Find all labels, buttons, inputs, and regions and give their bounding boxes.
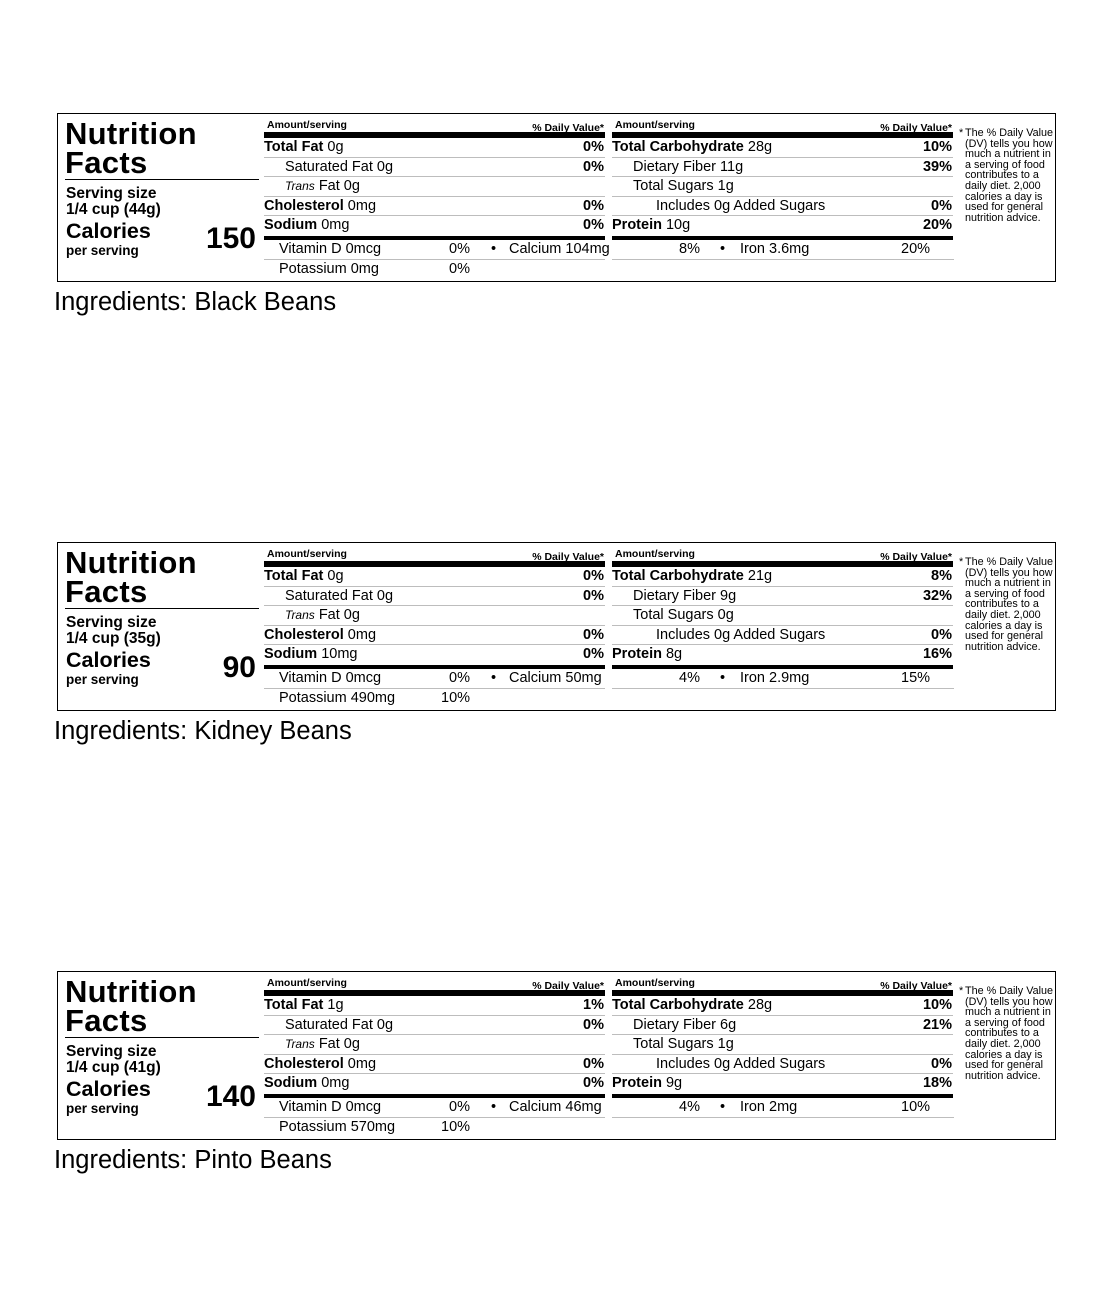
- nutrient-column-carbs: [612, 543, 953, 669]
- saturated-fat-dv: 0%: [583, 158, 604, 175]
- carbohydrate-dv: 10%: [922, 139, 952, 155]
- sodium-amount: 10mg: [321, 646, 358, 662]
- footnote-star: *: [959, 985, 964, 997]
- potassium-dv: 0%: [449, 261, 470, 277]
- nutrient-row-total-sugars: [612, 606, 953, 626]
- vitamin-row: [264, 240, 610, 260]
- nutrient-row-dietary-fiber: [612, 158, 953, 178]
- calcium-dv: 8%: [679, 241, 700, 257]
- total-fat-dv: 0%: [583, 139, 604, 155]
- nutrient-row-saturated-fat: [264, 1016, 605, 1036]
- cholesterol-label: Cholesterol: [264, 1055, 344, 1072]
- nutrient-row-cholesterol: [264, 626, 605, 646]
- nutrient-column-fats: [264, 972, 605, 1098]
- serving-size-label: Serving size: [66, 185, 157, 202]
- medium-divider: [264, 665, 605, 669]
- vitamin-d: Vitamin D 0mcg: [279, 670, 382, 686]
- sodium-label: Sodium: [264, 217, 318, 233]
- iron-dv: 15%: [901, 670, 931, 686]
- medium-divider: [612, 1094, 953, 1098]
- calcium: Calcium 104mg: [509, 241, 610, 257]
- column-header: [612, 543, 953, 561]
- saturated-fat: Saturated Fat 0g: [285, 158, 394, 175]
- vitamin-mineral-strip: [264, 240, 954, 279]
- calories-label: Calories: [66, 648, 151, 672]
- calcium-dv: 4%: [679, 670, 700, 686]
- nutrient-row-total-sugars: [612, 1035, 953, 1055]
- added-sugars-dv: 0%: [931, 626, 952, 643]
- dietary-fiber-dv: 21%: [922, 1016, 952, 1033]
- footnote-text: The % Daily Value (DV) tells you how much a nutrient in a serving of food contributes to a daily diet. 2,000 calories a day is used for general nutrition advice.: [965, 127, 1054, 224]
- added-sugars: Includes 0g Added Sugars: [656, 626, 826, 643]
- nutrient-row-trans-fat: [264, 1035, 605, 1055]
- carbohydrate-label: Total Carbohydrate: [612, 997, 744, 1013]
- cholesterol-dv: 0%: [583, 626, 604, 643]
- amount-serving-header: Amount/serving: [267, 548, 347, 560]
- total-fat-label: Total Fat: [264, 997, 324, 1013]
- nutrient-column-carbs: [612, 114, 953, 240]
- serving-size-label: Serving size: [66, 614, 157, 631]
- nutrient-column-fats: [264, 114, 605, 240]
- potassium: Potassium 490mg: [279, 690, 396, 706]
- nutrient-row-trans-fat: [264, 177, 605, 197]
- nutrient-row-total-carbohydrate: [612, 996, 953, 1016]
- nutrient-row-total-fat: [264, 138, 605, 158]
- footnote-star: *: [959, 127, 964, 139]
- trans-label: Trans: [285, 1037, 315, 1051]
- amount-serving-header: Amount/serving: [267, 119, 347, 131]
- protein-dv: 16%: [922, 646, 952, 662]
- potassium-row: [264, 1118, 954, 1137]
- medium-divider: [264, 236, 605, 240]
- cholesterol-label: Cholesterol: [264, 197, 344, 214]
- serving-size-value: 1/4 cup (41g): [66, 1059, 161, 1076]
- dietary-fiber: Dietary Fiber 11g: [633, 158, 744, 175]
- saturated-fat: Saturated Fat 0g: [285, 587, 394, 604]
- nutrition-facts-panel: [57, 542, 1056, 711]
- protein-dv: 20%: [922, 217, 952, 233]
- cholesterol-label: Cholesterol: [264, 626, 344, 643]
- serving-size-label: Serving size: [66, 1043, 157, 1060]
- total-fat-amount: 0g: [327, 568, 344, 584]
- calcium: Calcium 50mg: [509, 670, 602, 686]
- dietary-fiber: Dietary Fiber 9g: [633, 587, 737, 604]
- nutrition-facts-title: Nutrition Facts: [65, 548, 259, 609]
- sodium-dv: 0%: [583, 217, 604, 233]
- calories-value: 150: [205, 222, 256, 255]
- nutrient-row-total-carbohydrate: [612, 567, 953, 587]
- carbohydrate-label: Total Carbohydrate: [612, 139, 744, 155]
- protein-label: Protein: [612, 217, 662, 233]
- per-serving-label: per serving: [66, 672, 139, 687]
- calcium-dv: 4%: [679, 1099, 700, 1115]
- mineral-row: [612, 1098, 954, 1118]
- column-header: [264, 972, 605, 990]
- trans-fat: Fat 0g: [318, 178, 360, 194]
- added-sugars: Includes 0g Added Sugars: [656, 1055, 826, 1072]
- daily-value-footnote: [959, 128, 1057, 223]
- bullet-icon: •: [491, 241, 497, 257]
- potassium: Potassium 570mg: [279, 1119, 396, 1135]
- nutrient-row-total-carbohydrate: [612, 138, 953, 158]
- sodium-amount: 0mg: [321, 1075, 350, 1091]
- daily-value-header: % Daily Value*: [880, 551, 952, 563]
- trans-label: Trans: [285, 608, 315, 622]
- ingredients-text: Ingredients: Kidney Beans: [54, 717, 352, 745]
- vitamin-d-dv: 0%: [449, 1099, 470, 1115]
- footnote-text: The % Daily Value (DV) tells you how much a nutrient in a serving of food contributes to a daily diet. 2,000 calories a day is used for general nutrition advice.: [965, 985, 1054, 1082]
- amount-serving-header: Amount/serving: [615, 119, 695, 131]
- nutrient-row-cholesterol: [264, 1055, 605, 1075]
- total-fat-dv: 1%: [583, 997, 604, 1013]
- daily-value-header: % Daily Value*: [532, 551, 604, 563]
- nutrient-row-cholesterol: [264, 197, 605, 217]
- column-header: [264, 543, 605, 561]
- trans-fat: Fat 0g: [318, 1036, 360, 1052]
- nutrient-row-protein: [612, 216, 953, 236]
- total-fat-dv: 0%: [583, 568, 604, 584]
- nutrient-row-sodium: [264, 216, 605, 236]
- medium-divider: [264, 1094, 605, 1098]
- cholesterol-dv: 0%: [583, 1055, 604, 1072]
- vitamin-mineral-strip: [264, 669, 954, 708]
- trans-fat: Fat 0g: [318, 607, 360, 623]
- nutrient-row-trans-fat: [264, 606, 605, 626]
- mineral-row: [612, 669, 954, 689]
- medium-divider: [612, 665, 953, 669]
- potassium-row: [264, 689, 954, 708]
- column-header: [612, 972, 953, 990]
- sodium-label: Sodium: [264, 646, 318, 662]
- carbohydrate-dv: 8%: [931, 568, 952, 584]
- nutrition-facts-panel: [57, 971, 1056, 1140]
- bullet-icon: •: [491, 670, 497, 686]
- nutrition-facts-title: Nutrition Facts: [65, 119, 259, 180]
- iron: Iron 2.9mg: [740, 670, 810, 686]
- amount-serving-header: Amount/serving: [615, 548, 695, 560]
- cholesterol-dv: 0%: [583, 197, 604, 214]
- serving-size-value: 1/4 cup (35g): [66, 630, 161, 647]
- vitamin-d-dv: 0%: [449, 241, 470, 257]
- vitamin-row: [264, 1098, 605, 1118]
- iron: Iron 3.6mg: [740, 241, 810, 257]
- calcium: Calcium 46mg: [509, 1099, 602, 1115]
- per-serving-label: per serving: [66, 1101, 139, 1116]
- dietary-fiber-dv: 39%: [922, 158, 952, 175]
- potassium-dv: 10%: [441, 690, 471, 706]
- vitamin-mineral-strip: [264, 1098, 954, 1137]
- nutrient-row-saturated-fat: [264, 158, 605, 178]
- nutrient-row-dietary-fiber: [612, 587, 953, 607]
- vitamin-row: [264, 669, 605, 689]
- daily-value-header: % Daily Value*: [880, 980, 952, 992]
- bullet-icon: •: [720, 670, 726, 686]
- saturated-fat-dv: 0%: [583, 587, 604, 604]
- sodium-amount: 0mg: [321, 217, 350, 233]
- column-header: [264, 114, 605, 132]
- protein-amount: 10g: [665, 217, 691, 233]
- carbohydrate-dv: 10%: [922, 997, 952, 1013]
- column-header: [612, 114, 953, 132]
- nutrient-column-carbs: [612, 972, 953, 1098]
- nutrient-row-total-fat: [264, 996, 605, 1016]
- total-fat-amount: 0g: [327, 139, 344, 155]
- dietary-fiber: Dietary Fiber 6g: [633, 1016, 737, 1033]
- protein-amount: 8g: [665, 646, 683, 662]
- potassium-row: [264, 260, 954, 279]
- nutrient-row-added-sugars: [612, 626, 953, 646]
- total-fat-label: Total Fat: [264, 568, 324, 584]
- carbohydrate-label: Total Carbohydrate: [612, 568, 744, 584]
- total-sugars: Total Sugars 0g: [633, 607, 734, 623]
- medium-divider: [612, 236, 953, 240]
- nutrient-row-sodium: [264, 645, 605, 665]
- nutrient-row-protein: [612, 645, 953, 665]
- calories-value: 90: [222, 651, 256, 684]
- calories-label: Calories: [66, 1077, 151, 1101]
- protein-amount: 9g: [665, 1075, 683, 1091]
- vitamin-d: Vitamin D 0mcg: [279, 241, 382, 257]
- protein-label: Protein: [612, 1075, 662, 1091]
- nutrient-row-total-fat: [264, 567, 605, 587]
- trans-label: Trans: [285, 179, 315, 193]
- iron: Iron 2mg: [740, 1099, 798, 1115]
- iron-dv: 20%: [901, 241, 931, 257]
- bullet-icon: •: [720, 1099, 726, 1115]
- total-fat-label: Total Fat: [264, 139, 324, 155]
- cholesterol-amount: 0mg: [347, 1055, 377, 1072]
- nutrient-row-protein: [612, 1074, 953, 1094]
- footnote-star: *: [959, 556, 964, 568]
- serving-size-value: 1/4 cup (44g): [66, 201, 161, 218]
- nutrition-facts-title: Nutrition Facts: [65, 977, 259, 1038]
- nutrient-row-added-sugars: [612, 197, 953, 217]
- calories-value: 140: [205, 1080, 256, 1113]
- nutrient-row-sodium: [264, 1074, 605, 1094]
- iron-dv: 10%: [901, 1099, 931, 1115]
- cholesterol-amount: 0mg: [347, 197, 377, 214]
- cholesterol-amount: 0mg: [347, 626, 377, 643]
- amount-serving-header: Amount/serving: [267, 977, 347, 989]
- nutrition-facts-panel: [57, 113, 1056, 282]
- carbohydrate-amount: 28g: [747, 997, 773, 1013]
- nutrient-row-saturated-fat: [264, 587, 605, 607]
- footnote-text: The % Daily Value (DV) tells you how much a nutrient in a serving of food contributes to a daily diet. 2,000 calories a day is used for general nutrition advice.: [965, 556, 1054, 653]
- sodium-dv: 0%: [583, 646, 604, 662]
- sodium-label: Sodium: [264, 1075, 318, 1091]
- ingredients-text: Ingredients: Black Beans: [54, 288, 337, 316]
- daily-value-header: % Daily Value*: [532, 122, 604, 134]
- added-sugars-dv: 0%: [931, 1055, 952, 1072]
- saturated-fat: Saturated Fat 0g: [285, 1016, 394, 1033]
- daily-value-header: % Daily Value*: [532, 980, 604, 992]
- protein-dv: 18%: [922, 1075, 952, 1091]
- total-fat-amount: 1g: [327, 997, 344, 1013]
- carbohydrate-amount: 28g: [747, 139, 773, 155]
- per-serving-label: per serving: [66, 243, 139, 258]
- dietary-fiber-dv: 32%: [922, 587, 952, 604]
- added-sugars-dv: 0%: [931, 197, 952, 214]
- carbohydrate-amount: 21g: [747, 568, 773, 584]
- mineral-row: [612, 240, 954, 260]
- saturated-fat-dv: 0%: [583, 1016, 604, 1033]
- amount-serving-header: Amount/serving: [615, 977, 695, 989]
- vitamin-d-dv: 0%: [449, 670, 470, 686]
- total-sugars: Total Sugars 1g: [633, 1036, 734, 1052]
- nutrient-row-dietary-fiber: [612, 1016, 953, 1036]
- daily-value-footnote: [959, 557, 1057, 652]
- bullet-icon: •: [491, 1099, 497, 1115]
- daily-value-header: % Daily Value*: [880, 122, 952, 134]
- nutrient-row-added-sugars: [612, 1055, 953, 1075]
- nutrient-column-fats: [264, 543, 605, 669]
- added-sugars: Includes 0g Added Sugars: [656, 197, 826, 214]
- ingredients-text: Ingredients: Pinto Beans: [54, 1146, 332, 1174]
- vitamin-d: Vitamin D 0mcg: [279, 1099, 382, 1115]
- potassium: Potassium 0mg: [279, 261, 379, 277]
- bullet-icon: •: [720, 241, 726, 257]
- protein-label: Protein: [612, 646, 662, 662]
- sodium-dv: 0%: [583, 1075, 604, 1091]
- total-sugars: Total Sugars 1g: [633, 178, 734, 194]
- daily-value-footnote: [959, 986, 1057, 1081]
- potassium-dv: 10%: [441, 1119, 471, 1135]
- nutrient-row-total-sugars: [612, 177, 953, 197]
- calories-label: Calories: [66, 219, 151, 243]
